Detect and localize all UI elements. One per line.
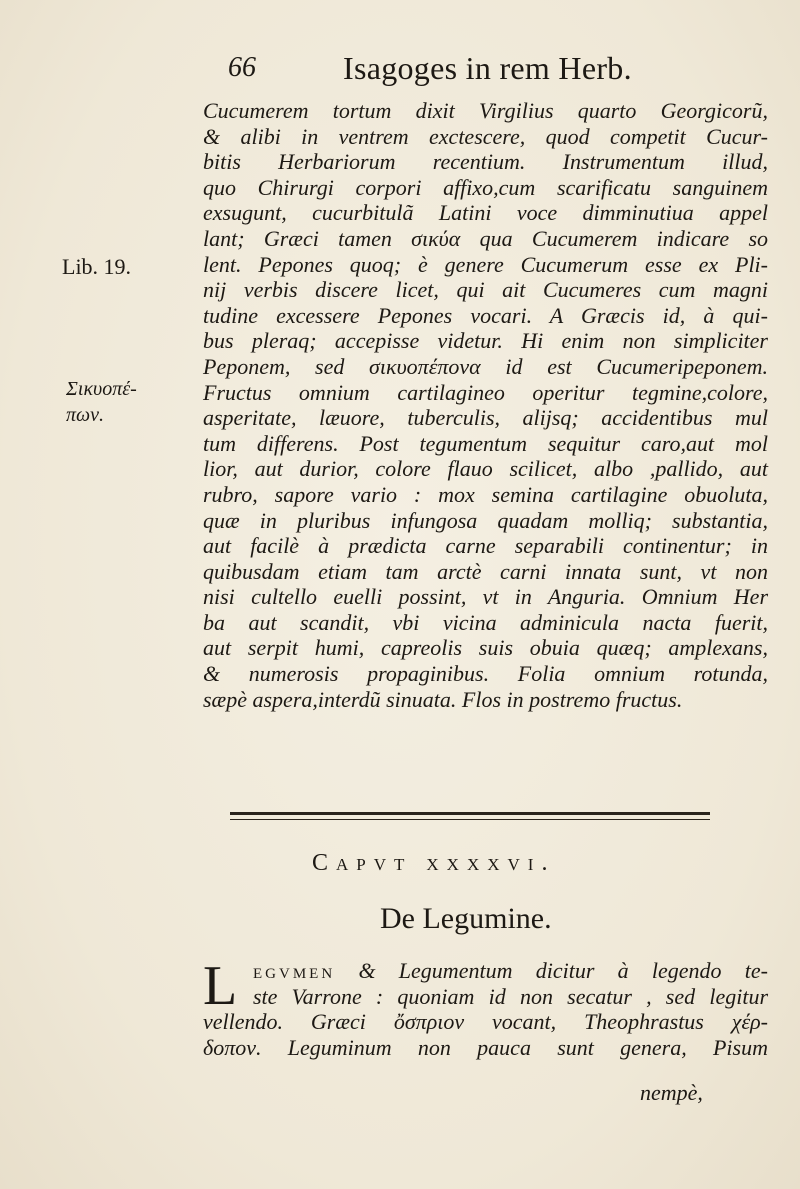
text-line: asperitate, læuore, tuberculis, alijsq; accidentibus mul [203,405,768,431]
margin-note-greek [66,376,137,428]
page-header [228,50,768,90]
text-line: exsugunt, cucurbitulã Latini voce dimminutiua appel [203,200,768,226]
text-line-first [203,958,768,984]
text-line: tum differens. Post tegumentum sequitur caro,aut mol [203,430,768,456]
text-line: lent. Pepones quoq; è genere Cucumerum esse ex Pli- [203,251,768,277]
text-line: quibusdam etiam tam arctè carni innata sunt, vt non [203,558,768,584]
margin-note-greek-line-2: πων. [66,404,105,426]
text-line: tudine excessere Pepones vocari. A Græcis id, à qui- [203,302,768,328]
text-line: Cucumerem tortum dixit Virgilius quarto Georgicorũ, [203,98,768,123]
text-line: aut serpit humi, capreolis suis obuia quæq; amplexans, [203,635,768,661]
paragraph-cucumber [203,98,768,712]
text-line: nisi cultello euelli possint, vt in Anguria. Omnium Her [203,584,768,610]
section-title: De Legumine. [380,902,552,935]
text-line: bus pleraq; accepisse videtur. Hi enim non simpliciter [203,328,768,354]
text-line: δοπον. Leguminum non pauca sunt genera, Pisum [203,1034,768,1060]
margin-note-book-reference: Lib. 19. [62,254,132,279]
section-divider-rule [230,812,710,820]
text-line: vellendo. Græci ὄσπριον vocant, Theophrastus χέρ- [203,1009,768,1035]
running-head: Isagoges in rem Herb. [343,50,632,86]
first-word-smallcaps: egvmen [253,958,336,983]
text-line: nij verbis discere licet, qui ait Cucumeres cum magni [203,277,768,303]
text-line: lant; Græci tamen σικύα qua Cucumerem indicare so [203,225,768,251]
paragraph-legume [203,955,768,1060]
text-line: & numerosis propaginibus. Folia omnium rotunda, [203,661,768,687]
text-line: lior, aut durior, colore flauo scilicet, albo ,pallido, aut [203,456,768,482]
first-line-rest: & Legumentum dicitur à legendo te- [358,958,768,983]
text-line: rubro, sapore vario : mox semina cartilagine obuoluta, [203,481,768,507]
text-line: sæpè aspera,interdũ sinuata. Flos in postremo fructus. [203,686,683,712]
text-line: aut facilè à prædicta carne separabili continentur; in [203,533,768,559]
margin-note-greek-line-1: Σικυοπέ- [66,378,137,400]
page-number: 66 [228,52,256,83]
drop-cap: L [203,955,238,1017]
chapter-heading: Capvt xxxxvi. [312,850,556,876]
text-line: ba aut scandit, vbi vicina adminicula nacta fuerit, [203,609,768,635]
text-line: Peponem, sed σικυοπέπονα id est Cucumeripeponem. [203,353,768,379]
text-line: quo Chirurgi corpori affixo,cum scarificatu sanguinem [203,174,768,200]
text-line: Fructus omnium cartilagineo operitur tegmine,colore, [203,379,768,405]
text-line: quæ in pluribus infungosa quadam molliq; substantia, [203,507,768,533]
text-line: ste Varrone : quoniam id non secatur , sed legitur [253,983,768,1009]
text-line: bitis Herbariorum recentium. Instrumentum illud, [203,149,768,175]
text-line: & alibi in ventrem exctescere, quod competit Cucur- [203,123,768,149]
catchword: nempè, [640,1080,703,1105]
